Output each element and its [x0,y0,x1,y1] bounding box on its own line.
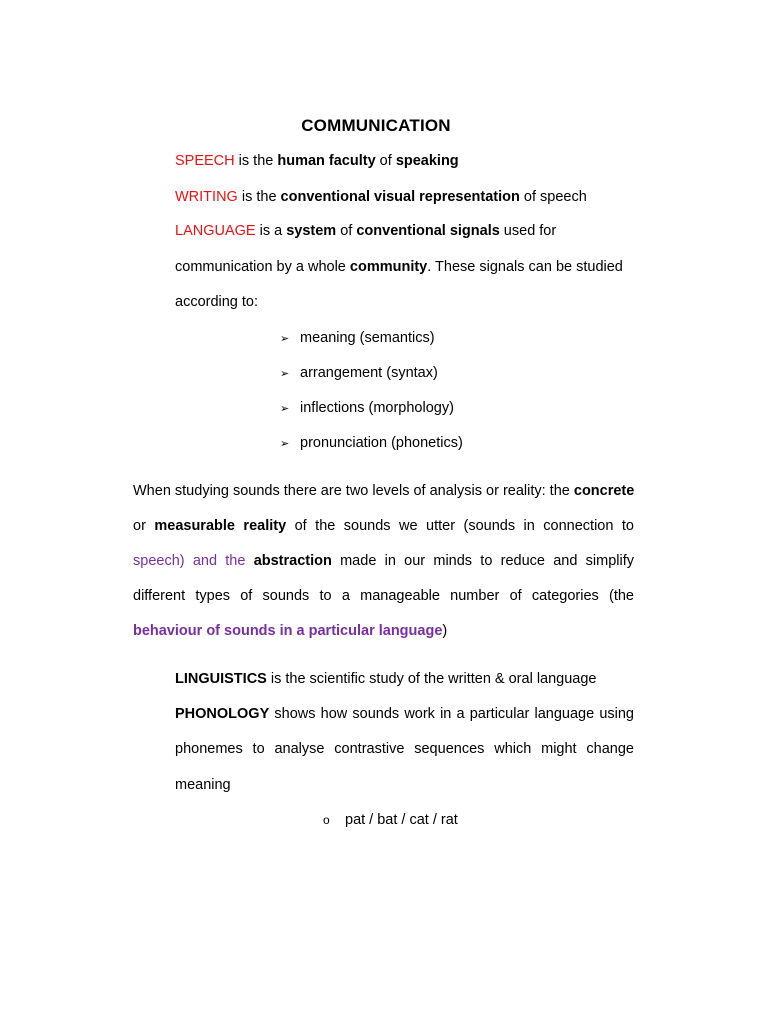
speech-term: SPEECH [175,153,235,169]
linguistics-text: is the scientific study of the written & oral language [266,671,597,687]
paragraph-l2-text-c: of the sounds we utter (sounds in connection to [286,518,634,534]
language-line2-a: communication by a whole [175,259,350,275]
language-definition-line-3: according to: [175,294,259,310]
paragraph-line-1 [133,482,634,500]
speech-bold-1: human faculty [277,153,376,169]
circle-bullet-icon: o [323,813,330,827]
arrow-bullet-icon: ➢ [280,368,290,380]
writing-text-2: of speech [519,189,587,205]
phonology-term: PHONOLOGY [175,706,270,722]
language-line2-bold: community [349,259,428,275]
linguistics-term: LINGUISTICS [175,671,267,687]
list-item-text: inflections (morphology) [300,400,454,416]
arrow-bullet-icon: ➢ [280,333,290,345]
language-bold-2: conventional signals [356,223,500,239]
list-item [280,399,454,418]
phonology-definition [175,705,634,723]
paragraph-l1-text: When studying sounds there are two levels of analysis or reality: the [133,483,574,499]
example-list-item [323,811,458,829]
paragraph-line-2 [133,517,634,535]
speech-text-2: of [375,153,396,169]
paragraph-l3-bold: abstraction [253,553,332,569]
paragraph-l3-paren: ) and the [179,553,254,569]
writing-definition [175,188,587,206]
paragraph-l5-highlight: behaviour of sounds in a particular language [133,623,443,639]
paragraph-line-5 [133,622,447,640]
writing-term: WRITING [175,189,238,205]
list-item [280,364,438,383]
arrow-bullet-icon: ➢ [280,438,290,450]
list-item-text: meaning (semantics) [300,330,435,346]
paragraph-l2-bold: measurable reality [154,518,287,534]
paragraph-l1-bold: concrete [573,483,635,499]
page-title: COMMUNICATION [301,116,451,135]
writing-bold-1: conventional visual representation [280,189,520,205]
example-text: pat / bat / cat / rat [345,812,458,828]
paragraph-l2-text-a: or [133,518,155,534]
speech-bold-2: speaking [395,153,459,169]
list-item-text: pronunciation (phonetics) [300,435,463,451]
language-line2-c: . These signals can be studied [427,259,623,275]
language-bold-1: system [286,223,337,239]
paragraph-l3-text-d: made in our minds to reduce and simplify [331,553,634,569]
speech-definition [175,152,459,170]
language-text-2: of [336,223,357,239]
paragraph-l3-speech: speech [133,553,180,569]
linguistics-definition [175,670,597,688]
list-item [280,329,435,348]
language-definition-line-2 [175,258,623,276]
language-term: LANGUAGE [175,223,256,239]
phonology-text-1: shows how sounds work in a particular language using [269,706,634,722]
paragraph-line-3 [133,552,634,570]
speech-text-1: is the [234,153,278,169]
list-item-text: arrangement (syntax) [300,365,438,381]
writing-text-1: is the [237,189,281,205]
list-item [280,434,463,453]
arrow-bullet-icon: ➢ [280,403,290,415]
phonology-definition-line-3: meaning [175,777,231,793]
paragraph-l5-paren: ) [442,623,448,639]
phonology-definition-line-2: phonemes to analyse contrastive sequences which might change [175,741,634,757]
paragraph-line-4: different types of sounds to a manageable number of categories (the [133,588,634,604]
language-text-3: used for [499,223,557,239]
language-text-1: is a [255,223,287,239]
language-definition [175,222,556,240]
